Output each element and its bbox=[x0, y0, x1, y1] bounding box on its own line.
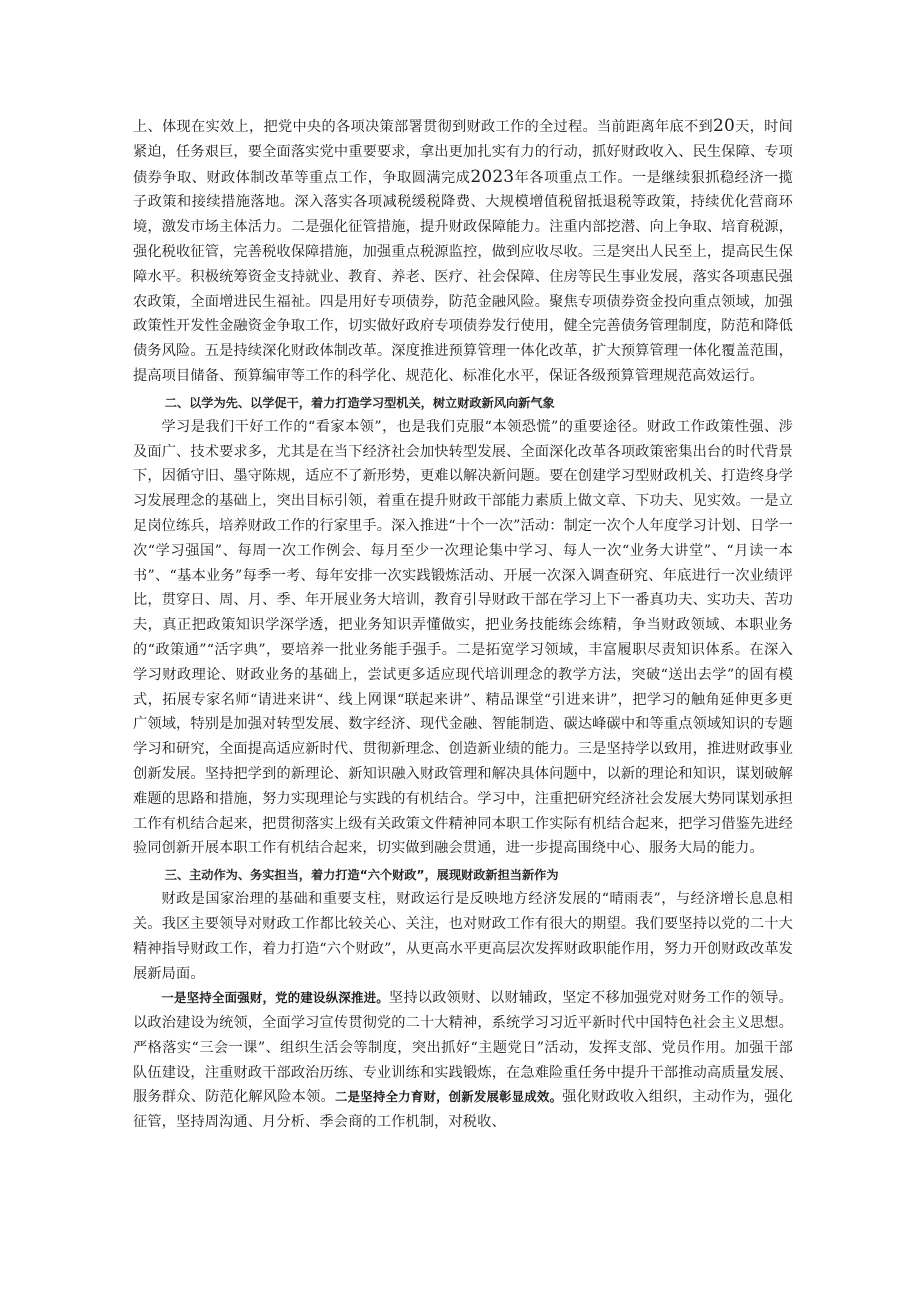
document-page bbox=[133, 114, 793, 1135]
text-segment: 坚持以政领财、以财辅政，坚定不移加强党对财务工作的领导。以政治建设为统领，全面学习宣传贯彻党的二十大精神，系统学习习近平新时代中国特色社会主义思想。严格落实“三会一课”、组织生活会等制度，突出抓好“主题党日”活动，发挥支部、党员作用。加强干部队伍建设，注重财政干部政治历练、专业训练和实践锻炼，在急难险重任务中提升干部推动高质量发展、服务群众、防范化解风险本领。 bbox=[133, 990, 793, 1106]
section-heading-learning: 二、以学为先、以学促干，着力打造学习型机关，树立财政新风向新气象 bbox=[164, 395, 555, 410]
paragraph-party-building bbox=[133, 986, 793, 1135]
text-segment: 天，时间紧迫，任务艰巨，要全面落实党中重要要求，拿出更加扎实有力的行动，抓好财政收入、民生保障、专项债券争取、财政体制改革等重点工作，争取圆满完成 bbox=[133, 119, 793, 186]
number-year: 2023 bbox=[470, 166, 515, 187]
section-heading-six-finance: 三、主动作为、务实担当，着力打造“六个财政”，展现财政新担当新作为 bbox=[164, 868, 559, 883]
paragraph-learning: 学习是我们干好工作的“看家本领”，也是我们克服“本领恐慌”的重要途径。财政工作政策性强、涉及面广、技术要求多，尤其是在当下经济社会加快转型发展、全面深化改革各项政策密集出台的时代背景下，因循守旧、墨守陈规，适应不了新形势，更难以解决新问题。要在创建学习型财政机关、打造终身学习发展理念的基础上，突出目标引领，着重在提升财政干部能力素质上做文章、下功夫、见实效。一是立足岗位练兵，培养财政工作的行家里手。深入推进“十个一次”活动：制定一次个人年度学习计划、日学一次“学习强国”、每周一次工作例会、每月至少一次理论集中学习、每人一次“业务大讲堂”、“月读一本书”、“基本业务”每季一考、每年安排一次实践锻炼活动、开展一次深入调查研究、年底进行一次业绩评比，贯穿日、周、月、季、年开展业务大培训，教育引导财政干部在学习上下一番真功夫、实功夫、苦功夫，真正把政策知识学深学透，把业务知识弄懂做实，把业务技能练会练精，争当财政领域、本职业务的“政策通”“活字典”，要培养一批业务能手强手。二是拓宽学习领域，丰富履职尽责知识体系。在深入学习财政理论、财政业务的基础上，尝试更多适应现代培训理念的教学方法，突破“送出去学”的固有模式，拓展专家名师“请进来讲“、线上网课“联起来讲”、精品课堂“引进来讲”，把学习的触角延伸更多更广领域，特别是加强对转型发展、数字经济、现代金融、智能制造、碳达峰碳中和等重点领域知识的专题学习和研究，全面提高适应新时代、贯彻新理念、创造新业绩的能力。三是坚持学以致用，推进财政事业创新发展。坚持把学到的新理论、新知识融入财政管理和解决具体问题中，以新的理论和知识，谋划破解难题的思路和措施，努力实现理论与实践的有机结合。学习中，注重把研究经济社会发展大势同谋划承担工作有机结合起来，把贯彻落实上级有关政策文件精神同本职工作实际有机结合起来，把学习借鉴先进经验同创新开展本职工作有机结合起来，切实做到融会贯通，进一步提高围绕中心、服务大局的能力。 bbox=[133, 418, 793, 857]
paragraph-key-tasks bbox=[133, 114, 793, 389]
lead-phrase-2: 二是坚持全力育财，创新发展彰显成效。 bbox=[334, 1089, 563, 1105]
number-days: 20 bbox=[713, 116, 735, 136]
text-segment: 年各项重点工作。一是继续狠抓稳经济一揽子政策和接续措施落地。深入落实各项减税缓税降费、大规模增值税留抵退税等政策，持续优化营商环境，激发市场主体活力。二是强化征管措施，提升财政保障能力。注重内部挖潜、向上争取、培育税源，强化税收征管，完善税收保障措施，加强重点税源监控，做到应收尽收。三是突出人民至上，提高民生保障水平。积极统筹资金支持就业、教育、养老、医疗、社会保障、住房等民生事业发展，落实各项惠民强农政策，全面增进民生福祉。四是用好专项债券，防范金融风险。聚焦专项债券资金投向重点领域，加强政策性开发性金融资金争取工作，切实做好政府专项债券发行使用，健全完善债务管理制度，防范和降低债务风险。五是持续深化财政体制改革。深度推进预算管理一体化改革，扩大预算管理一体化覆盖范围，提高项目储备、预算编审等工作的科学化、规范化、标准化水平，保证各级预算管理规范高效运行。 bbox=[133, 169, 794, 384]
text-segment: 强化财政收入组织，主动作为，强化征管，坚持周沟通、月分析、季会商的工作机制，对税收、 bbox=[133, 1089, 793, 1131]
paragraph-finance-role: 财政是国家治理的基础和重要支柱，财政运行是反映地方经济发展的“晴雨表”，与经济增长息息相关。我区主要领导对财政工作都比较关心、关注，也对财政工作有很大的期望。我们要坚持以党的二十大精神指导财政工作，着力打造“六个财政”，从更高水平更高层次发挥财政职能作用，努力开创财政改革发展新局面。 bbox=[133, 891, 793, 982]
text-segment: 上、体现在实效上，把党中央的各项决策部署贯彻到财政工作的全过程。当前距离年底不到 bbox=[133, 119, 714, 135]
lead-phrase: 一是坚持全面强财，党的建设纵深推进。 bbox=[161, 990, 389, 1006]
